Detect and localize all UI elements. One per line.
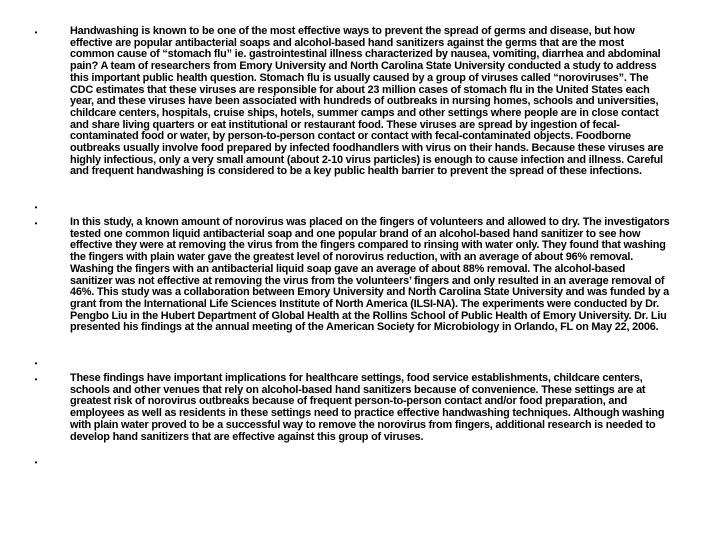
paragraph-handwashing-intro: Handwashing is known to be one of the most effective ways to prevent the spread of germs and disease, but how effective are popular antibacterial soaps and alcohol-based hand sanitizers against the germs that are the most common cause of “stomach flu” ie. gastrointestinal illness characterized by nausea, vomiting, diarrhea and abdominal pain? A team of researchers from Emory University and North Carolina State University conducted a study to address this important public health question. Stomach flu is usually caused by a group of viruses called “noroviruses”. The CDC estimates that these viruses are responsible for about 23 million cases of stomach flu in the United States each year, and these viruses have been associated with hundreds of outbreaks in nursing homes, schools and universities, childcare centers, hospitals, cruise ships, hotels, summer camps and other settings where people are in close contact and share living quarters or eat institutional or restaurant food. These viruses are spread by ingestion of fecal-contaminated food or water, by person-to-person contact or contact with fecal-contaminated objects. Foodborne outbreaks usually involve food prepared by infected foodhandlers with virus on their hands. Because these viruses are highly infectious, only a very small amount (about 2-10 virus particles) is enough to cause infection and illness. Careful and frequent handwashing is considered to be a key public health barrier to prevent the spread of these infections. bbox=[70, 25, 664, 178]
bullet-marker: • bbox=[34, 458, 38, 467]
bullet-marker: • bbox=[34, 219, 38, 228]
paragraph-implications: These findings have important implications for healthcare settings, food service establishments, childcare centers, schools and other venues that rely on alcohol-based hand sanitizers because of convenience. These settings are at greatest risk of norovirus outbreaks because of frequent person-to-person contact and/or food preparation, and employees as well as residents in these settings need to practice effective handwashing techniques. Although washing with plain water proved to be a successful way to remove the norovirus from fingers, additional research is needed to develop hand sanitizers that are effective against this group of viruses. bbox=[70, 372, 665, 443]
paragraph-study-description: In this study, a known amount of norovirus was placed on the fingers of volunteers and allowed to dry. The investigators tested one common liquid antibacterial soap and one popular brand of an alcohol-based hand sanitizer to see how effective they were at removing the virus from the fingers compared to rinsing with water only. They found that washing the fingers with plain water gave the greatest level of norovirus reduction, with an average of about 96% removal. Washing the fingers with an antibacterial liquid soap gave an average of about 88% removal. The alcohol-based sanitizer was not effective at removing the virus from the volunteers’ fingers and only resulted in an average removal of 46%. This study was a collaboration between Emory University and North Carolina State University and was funded by a grant from the International Life Sciences Institute of North America (ILSI-NA). The experiments were conducted by Dr. Pengbo Liu in the Hubert Department of Global Health at the Rollins School of Public Health of Emory University. Dr. Liu presented his findings at the annual meeting of the American Society for Microbiology in Orlando, FL on May 22, 2006. bbox=[70, 216, 670, 334]
bullet-marker: • bbox=[34, 375, 38, 384]
bullet-marker: • bbox=[34, 203, 38, 212]
bullet-marker: • bbox=[34, 359, 38, 368]
bullet-marker: • bbox=[34, 28, 38, 37]
